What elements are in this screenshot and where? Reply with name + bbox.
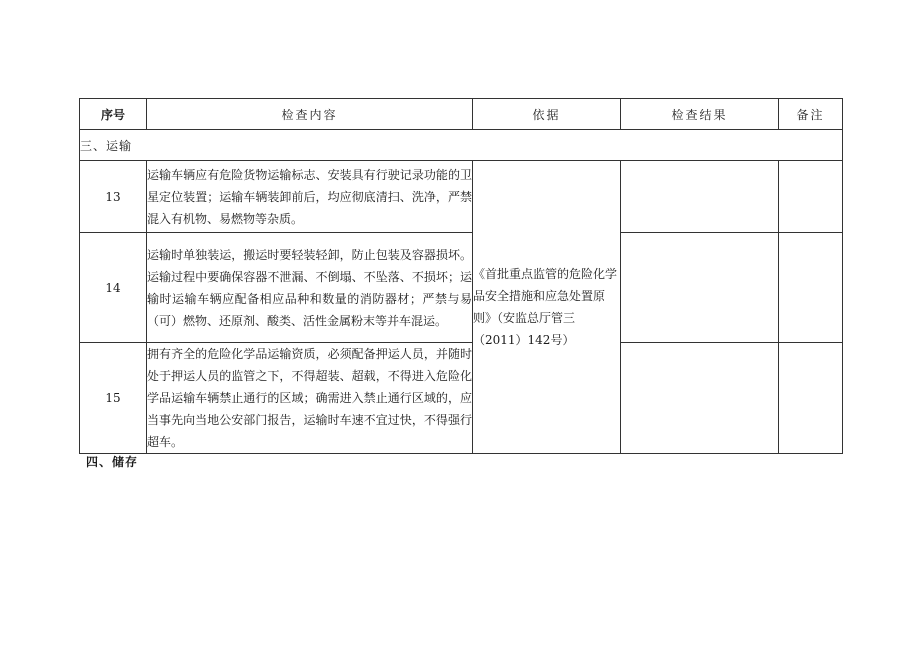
next-section-title: 四、储存 <box>86 455 139 469</box>
remark-cell[interactable] <box>779 343 843 454</box>
row-content: 拥有齐全的危险化学品运输资质，必须配备押运人员，并随时处于押运人员的监管之下，不得超装、超载，不得进入危险化学品运输车辆禁止通行的区域；确需进入禁止通行区域的，应当事先向当地公安部门报告，运输时车速不宜过快，不得强行超车。 <box>147 343 473 454</box>
basis-cell: 《首批重点监管的危险化学品安全措施和应急处置原则》（安监总厅管三（2011）142号） <box>473 161 621 454</box>
row-number: 14 <box>80 233 147 343</box>
remark-cell[interactable] <box>779 161 843 233</box>
row-number: 15 <box>80 343 147 454</box>
header-result: 检查结果 <box>621 99 779 130</box>
result-cell[interactable] <box>621 161 779 233</box>
remark-cell[interactable] <box>779 233 843 343</box>
inspection-table <box>79 98 843 454</box>
header-seq: 序号 <box>80 99 147 130</box>
table-row <box>80 343 843 454</box>
header-remark: 备注 <box>779 99 843 130</box>
section-row <box>80 130 843 161</box>
header-basis: 依据 <box>473 99 621 130</box>
result-cell[interactable] <box>621 233 779 343</box>
table-row <box>80 161 843 233</box>
row-content: 运输时单独装运，搬运时要轻装轻卸，防止包装及容器损坏。运输过程中要确保容器不泄漏、不倒塌、不坠落、不损坏；运输时运输车辆应配备相应品种和数量的消防器材；严禁与易（可）燃物、还原剂、酸类、活性金属粉末等并车混运。 <box>147 233 473 343</box>
section-title: 三、运输 <box>80 130 843 161</box>
header-row <box>80 99 843 130</box>
result-cell[interactable] <box>621 343 779 454</box>
table-row <box>80 233 843 343</box>
row-number: 13 <box>80 161 147 233</box>
row-content: 运输车辆应有危险货物运输标志、安装具有行驶记录功能的卫星定位装置；运输车辆装卸前后，均应彻底清扫、洗净，严禁混入有机物、易燃物等杂质。 <box>147 161 473 233</box>
header-content: 检查内容 <box>147 99 473 130</box>
